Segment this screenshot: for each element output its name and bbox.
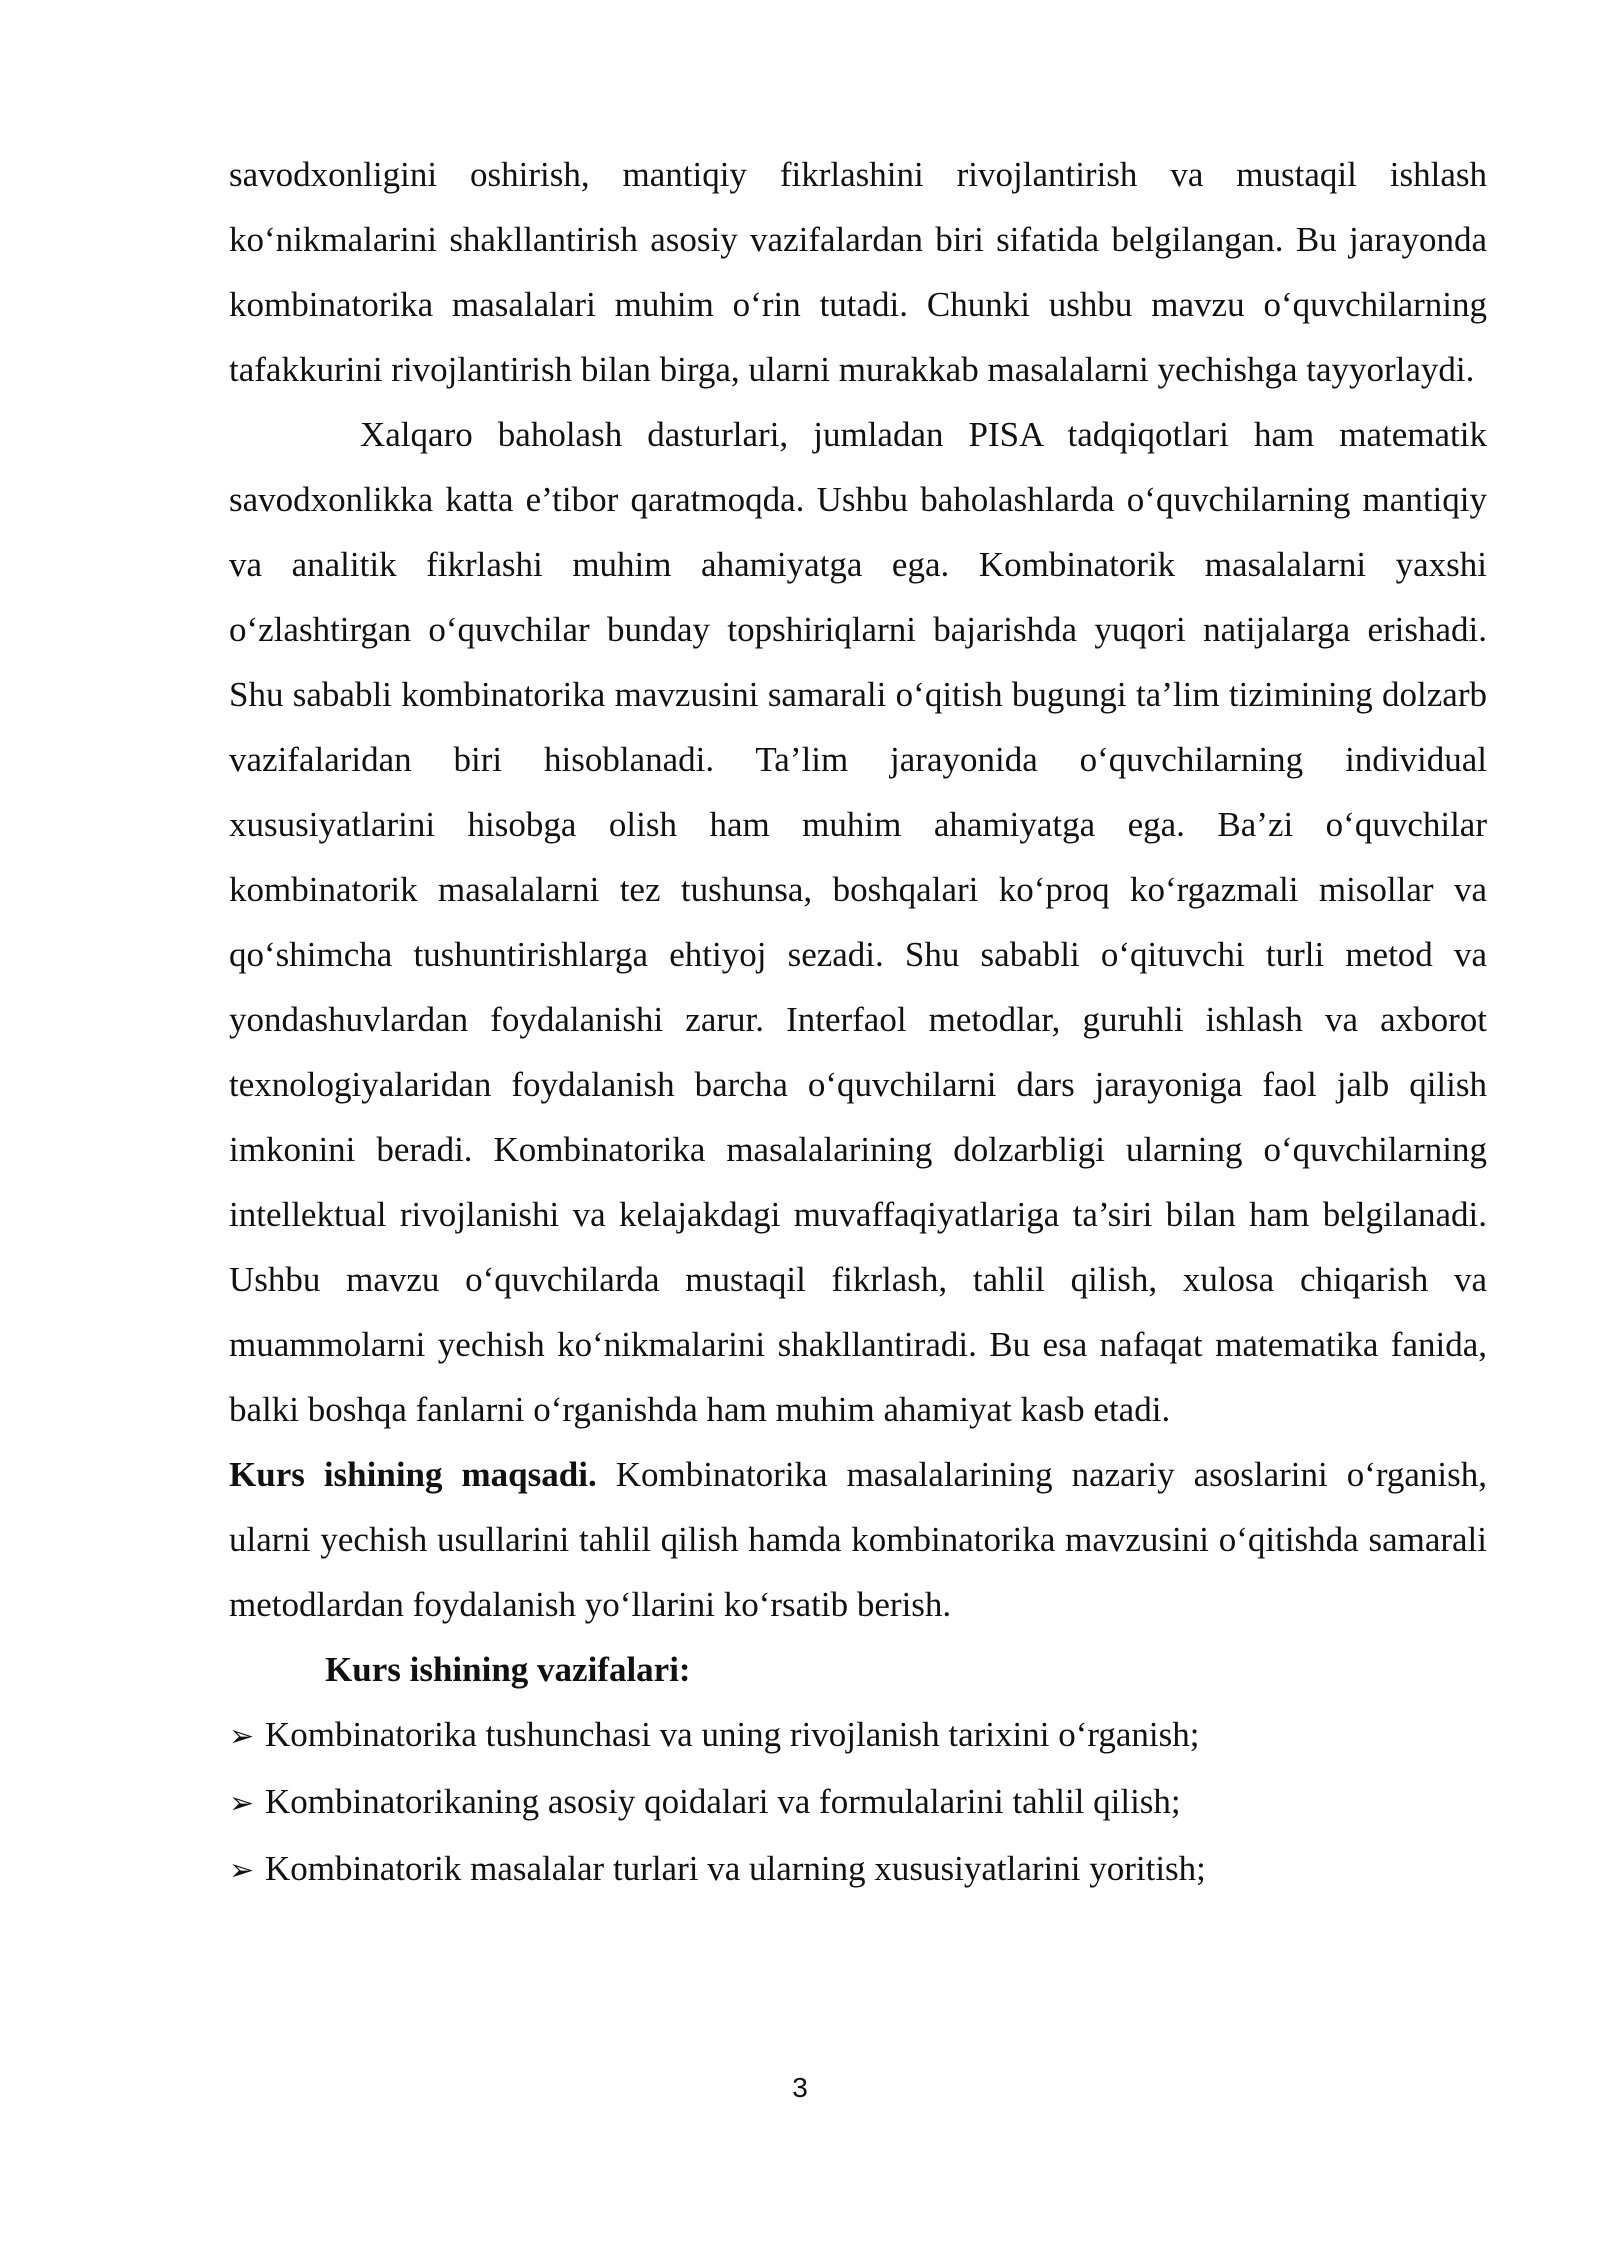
course-goal-label: Kurs ishining maqsadi.: [229, 1455, 597, 1494]
arrow-bullet-icon: ➢: [229, 1786, 255, 1821]
arrow-bullet-icon: ➢: [229, 1719, 255, 1754]
task-item-text: Kombinatorikaning asosiy qoidalari va formulalarini tahlil qilish;: [265, 1782, 1181, 1821]
task-item: [229, 1702, 1487, 1769]
task-item: [229, 1769, 1487, 1836]
task-item: [229, 1836, 1487, 1903]
page-number: 3: [792, 2072, 808, 2103]
course-tasks-list: [229, 1702, 1487, 1903]
arrow-bullet-icon: ➢: [229, 1853, 255, 1888]
paragraph-course-goal: [229, 1442, 1487, 1637]
paragraph-intro-continuation: savodxonligini oshirish, mantiqiy fikrlashini rivojlantirish va mustaqil ishlash ko‘nikmalarini shakllantirish asosiy vazifalardan biri sifatida belgilangan. Bu jarayonda kombinatorika masalalari muhim o‘rin tutadi. Chunki ushbu mavzu o‘quvchilarning tafakkurini rivojlantirish bilan birga, ularni murakkab masalalarni yechishga tayyorlaydi.: [229, 155, 1487, 389]
task-item-text: Kombinatorik masalalar turlari va ularning xususiyatlarini yoritish;: [265, 1849, 1206, 1888]
document-page-body: [229, 142, 1487, 1903]
paragraph-pisa-relevance: Xalqaro baholash dasturlari, jumladan PISA tadqiqotlari ham matematik savodxonlikka katta e’tibor qaratmoqda. Ushbu baholashlarda o‘quvchilarning mantiqiy va analitik fikrlashi muhim ahamiyatga ega. Kombinatorik masalalarni yaxshi o‘zlashtirgan o‘quvchilar bunday topshiriqlarni bajarishda yuqori natijalarga erishadi. Shu sababli kombinatorika mavzusini samarali o‘qitish bugungi ta’lim tizimining dolzarb vazifalaridan biri hisoblanadi. Ta’lim jarayonida o‘quvchilarning individual xususiyatlarini hisobga olish ham muhim ahamiyatga ega. Ba’zi o‘quvchilar kombinatorik masalalarni tez tushunsa, boshqalari ko‘proq ko‘rgazmali misollar va qo‘shimcha tushuntirishlarga ehtiyoj sezadi. Shu sababli o‘qituvchi turli metod va yondashuvlardan foydalanishi zarur. Interfaol metodlar, guruhli ishlash va axborot texnologiyalaridan foydalanish barcha o‘quvchilarni dars jarayoniga faol jalb qilish imkonini beradi. Kombinatorika masalalarining dolzarbligi ularning o‘quvchilarning intellektual rivojlanishi va kelajakdagi muvaffaqiyatlariga ta’siri bilan ham belgilanadi. Ushbu mavzu o‘quvchilarda mustaqil fikrlash, tahlil qilish, xulosa chiqarish va muammolarni yechish ko‘nikmalarini shakllantiradi. Bu esa nafaqat matematika fanida, balki boshqa fanlarni o‘rganishda ham muhim ahamiyat kasb etadi.: [229, 415, 1487, 1429]
task-item-text: Kombinatorika tushunchasi va uning rivojlanish tarixini o‘rganish;: [265, 1715, 1200, 1754]
course-tasks-heading: Kurs ishining vazifalari:: [325, 1650, 691, 1689]
course-goal-text: Kombinatorika masalalarining nazariy asoslarini o‘rganish, ularni yechish usullarini tahlil qilish hamda kombinatorika mavzusini o‘qitishda samarali metodlardan foydalanish yo‘llarini ko‘rsatib berish.: [229, 1455, 1487, 1624]
